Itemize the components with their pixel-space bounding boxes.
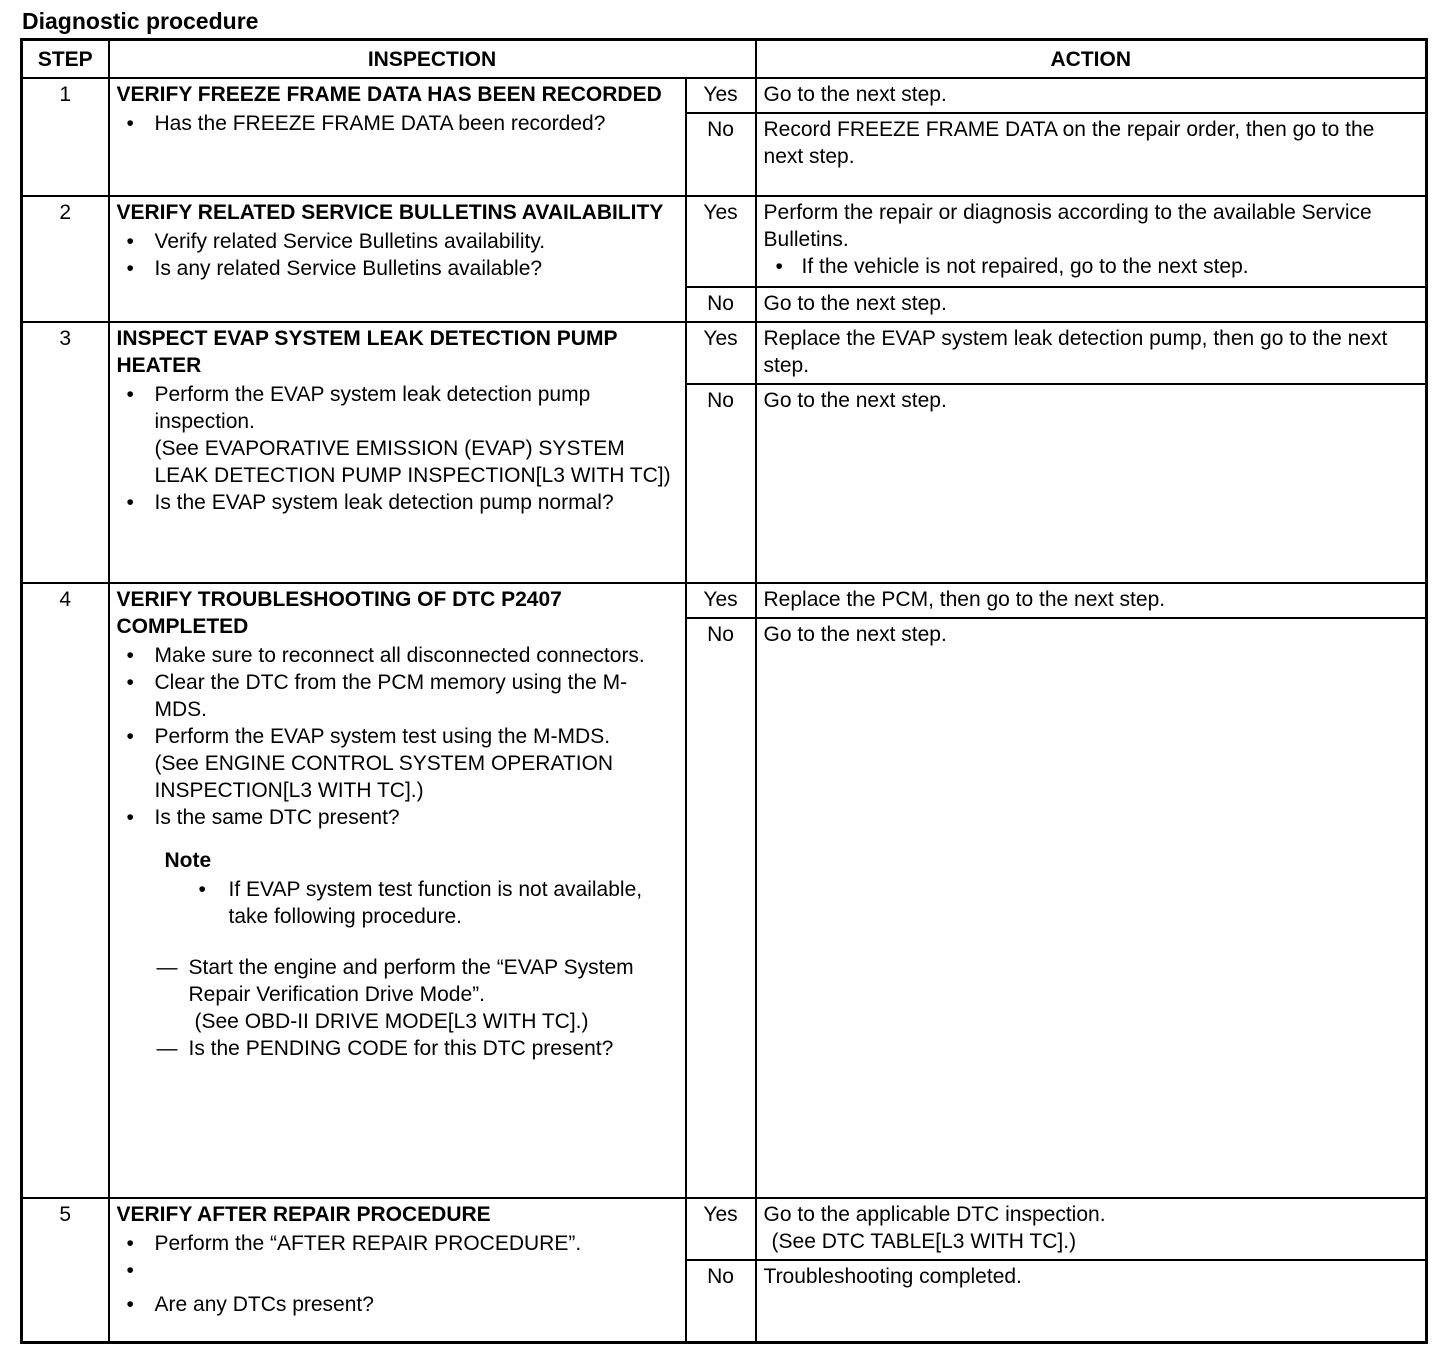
table-header-row [22, 40, 1427, 79]
inspection-heading: VERIFY TROUBLESHOOTING OF DTC P2407 COMPLETED [116, 587, 562, 638]
inspection-bullet: • Is the same DTC present? [117, 804, 678, 831]
yes-label: Yes [686, 1198, 756, 1260]
inspection-bullet [117, 381, 678, 489]
yes-action: Go to the applicable DTC inspection. [763, 1202, 1106, 1226]
yes-label: Yes [686, 583, 756, 618]
no-label: No [686, 113, 756, 196]
inspection-cell [109, 196, 686, 321]
yes-action: Replace the EVAP system leak detection pump, then go to the next step. [756, 322, 1427, 384]
dash-item-text: Start the engine and perform the “EVAP System Repair Verification Drive Mode”. [188, 955, 634, 1006]
table-row [22, 1198, 1427, 1260]
inspection-heading: VERIFY AFTER REPAIR PROCEDURE [116, 1202, 491, 1226]
reference-link[interactable]: (See EVAPORATIVE EMISSION (EVAP) SYSTEM LEAK DETECTION PUMP INSPECTION[L3 WITH TC]) [154, 436, 671, 487]
no-action: Record FREEZE FRAME DATA on the repair order, then go to the next step. [756, 113, 1427, 196]
header-action: ACTION [756, 40, 1427, 79]
no-label: No [686, 287, 756, 322]
reference-link[interactable]: (See DTC TABLE[L3 WITH TC].) [771, 1229, 1077, 1253]
inspection-cell [109, 1198, 686, 1343]
yes-action: Perform the repair or diagnosis according to the available Service Bulletins. [763, 201, 1372, 252]
inspection-cell [109, 78, 686, 196]
inspection-bullet-text: Perform the EVAP system leak detection pump inspection. [154, 382, 591, 433]
table-row [22, 196, 1427, 286]
reference-link[interactable]: (See OBD-II DRIVE MODE[L3 WITH TC].) [194, 1009, 589, 1033]
inspection-bullet: • Are any DTCs present? [117, 1291, 678, 1318]
note-bullet: • If EVAP system test function is not available, take following procedure. [193, 876, 678, 930]
inspection-bullet: • Verify related Service Bulletins availability. [117, 228, 678, 255]
header-inspection: INSPECTION [109, 40, 756, 79]
header-step: STEP [22, 40, 109, 79]
table-row [22, 322, 1427, 384]
inspection-bullet: • Has the FREEZE FRAME DATA been recorded? [117, 110, 678, 137]
page-title: Diagnostic procedure [22, 8, 259, 34]
inspection-bullet: • Is any related Service Bulletins available? [117, 255, 678, 282]
yes-label: Yes [686, 322, 756, 384]
spacer [117, 1257, 678, 1291]
yes-label: Yes [686, 196, 756, 286]
inspection-bullet: • Clear the DTC from the PCM memory using the M-MDS. [117, 669, 678, 723]
no-label: No [686, 618, 756, 1198]
step-number: 2 [22, 196, 109, 321]
yes-action-cell [756, 1198, 1427, 1260]
inspection-heading: VERIFY FREEZE FRAME DATA HAS BEEN RECORDED [116, 83, 662, 106]
step-number: 5 [22, 1198, 109, 1343]
table-row [22, 78, 1427, 113]
inspection-heading: INSPECT EVAP SYSTEM LEAK DETECTION PUMP HEATER [116, 326, 618, 377]
no-label: No [686, 1260, 756, 1342]
inspection-bullet: • Perform the “AFTER REPAIR PROCEDURE”. [117, 1230, 678, 1257]
dash-item [157, 954, 678, 1035]
yes-action: Replace the PCM, then go to the next step. [756, 583, 1427, 618]
inspection-cell [109, 322, 686, 583]
note-title: Note [164, 848, 212, 872]
inspection-heading: VERIFY RELATED SERVICE BULLETINS AVAILABILITY [116, 201, 664, 225]
dash-item: — Is the PENDING CODE for this DTC present? [157, 1035, 678, 1062]
inspection-bullet: • Is the EVAP system leak detection pump normal? [117, 489, 678, 516]
table-row [22, 583, 1427, 618]
no-label: No [686, 384, 756, 583]
yes-label: Yes [686, 78, 756, 113]
diagnostic-procedure-table [20, 38, 1428, 1344]
step-number: 3 [22, 322, 109, 583]
inspection-bullet: • Make sure to reconnect all disconnected connectors. [117, 642, 678, 669]
no-action: Go to the next step. [756, 618, 1427, 1198]
inspection-bullet [117, 723, 678, 804]
inspection-cell [109, 583, 686, 1198]
yes-action: Go to the next step. [756, 78, 1427, 113]
no-action: Go to the next step. [756, 384, 1427, 583]
yes-action-sub: • If the vehicle is not repaired, go to the next step. [764, 253, 1419, 280]
no-action: Troubleshooting completed. [756, 1260, 1427, 1342]
step-number: 4 [22, 583, 109, 1198]
yes-action-cell [756, 196, 1427, 286]
reference-link[interactable]: (See ENGINE CONTROL SYSTEM OPERATION INSPECTION[L3 WITH TC].) [154, 751, 614, 802]
no-action: Go to the next step. [756, 287, 1427, 322]
inspection-bullet-text: Perform the EVAP system test using the M-MDS. [154, 724, 611, 748]
step-number: 1 [22, 78, 109, 196]
